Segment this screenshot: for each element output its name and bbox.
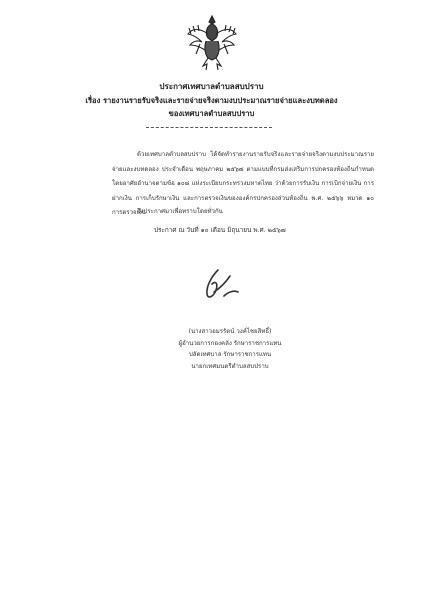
agency-subtitle: ของเทศบาลตำบลสบปราบ (168, 109, 255, 118)
signature-icon (198, 266, 244, 308)
signer-position-1: ผู้อำนวยการกองคลัง รักษาราชการแทน (178, 339, 282, 347)
announce-line: จึงประกาศมาเพื่อทราบโดยทั่วกัน (137, 208, 223, 215)
signature-block (140, 326, 320, 372)
subject-line: เรื่อง รายงานรายรับจริงและรายจ่ายจริงตามงบประมาณรายจ่ายและงบทดลอง (85, 96, 338, 105)
agency-title: ประกาศเทศบาลตำบลสบปราบ (159, 82, 264, 91)
garuda-emblem-icon (186, 14, 238, 72)
signer-name: (นางสาวอมรรัตน์ วงค์ไชยสิทธิ์) (188, 328, 272, 335)
announcement-header (0, 80, 423, 120)
header-divider (146, 127, 272, 128)
signer-position-2: ปลัดเทศบาล รักษาราชการแทน (188, 351, 272, 358)
date-line: ประกาศ ณ วันที่ ๑๐ เดือน มิถุนายน พ.ศ. ๒๕๖๗ (154, 226, 286, 234)
signer-position-3: นายกเทศมนตรีตำบลสบปราบ (191, 362, 269, 370)
body-paragraph: ด้วยเทศบาลตำบลสบปราบ ได้จัดทำรายงานรายรับจริงและรายจ่ายจริงตามงบประมาณรายจ่ายและงบทดลอง ประจำเดือน พฤษภาคม ๒๕๖๗ ตามแบบที่กรมส่งเสริมการปกครองท้องถิ่นกำหนดโดยอาศัยอำนาจตามข้อ ๑๐๘ แห่งระเบียบกระทรวงมหาดไทย ว่าด้วยการรับเงิน การเบิกจ่ายเงิน การฝากเงิน การเก็บรักษาเงิน และการตรวจเงินขององค์กรปกครองส่วนท้องถิ่น พ.ศ. ๒๕๖๖ หมวด ๑๐ การตรวจเงิน (112, 151, 374, 216)
